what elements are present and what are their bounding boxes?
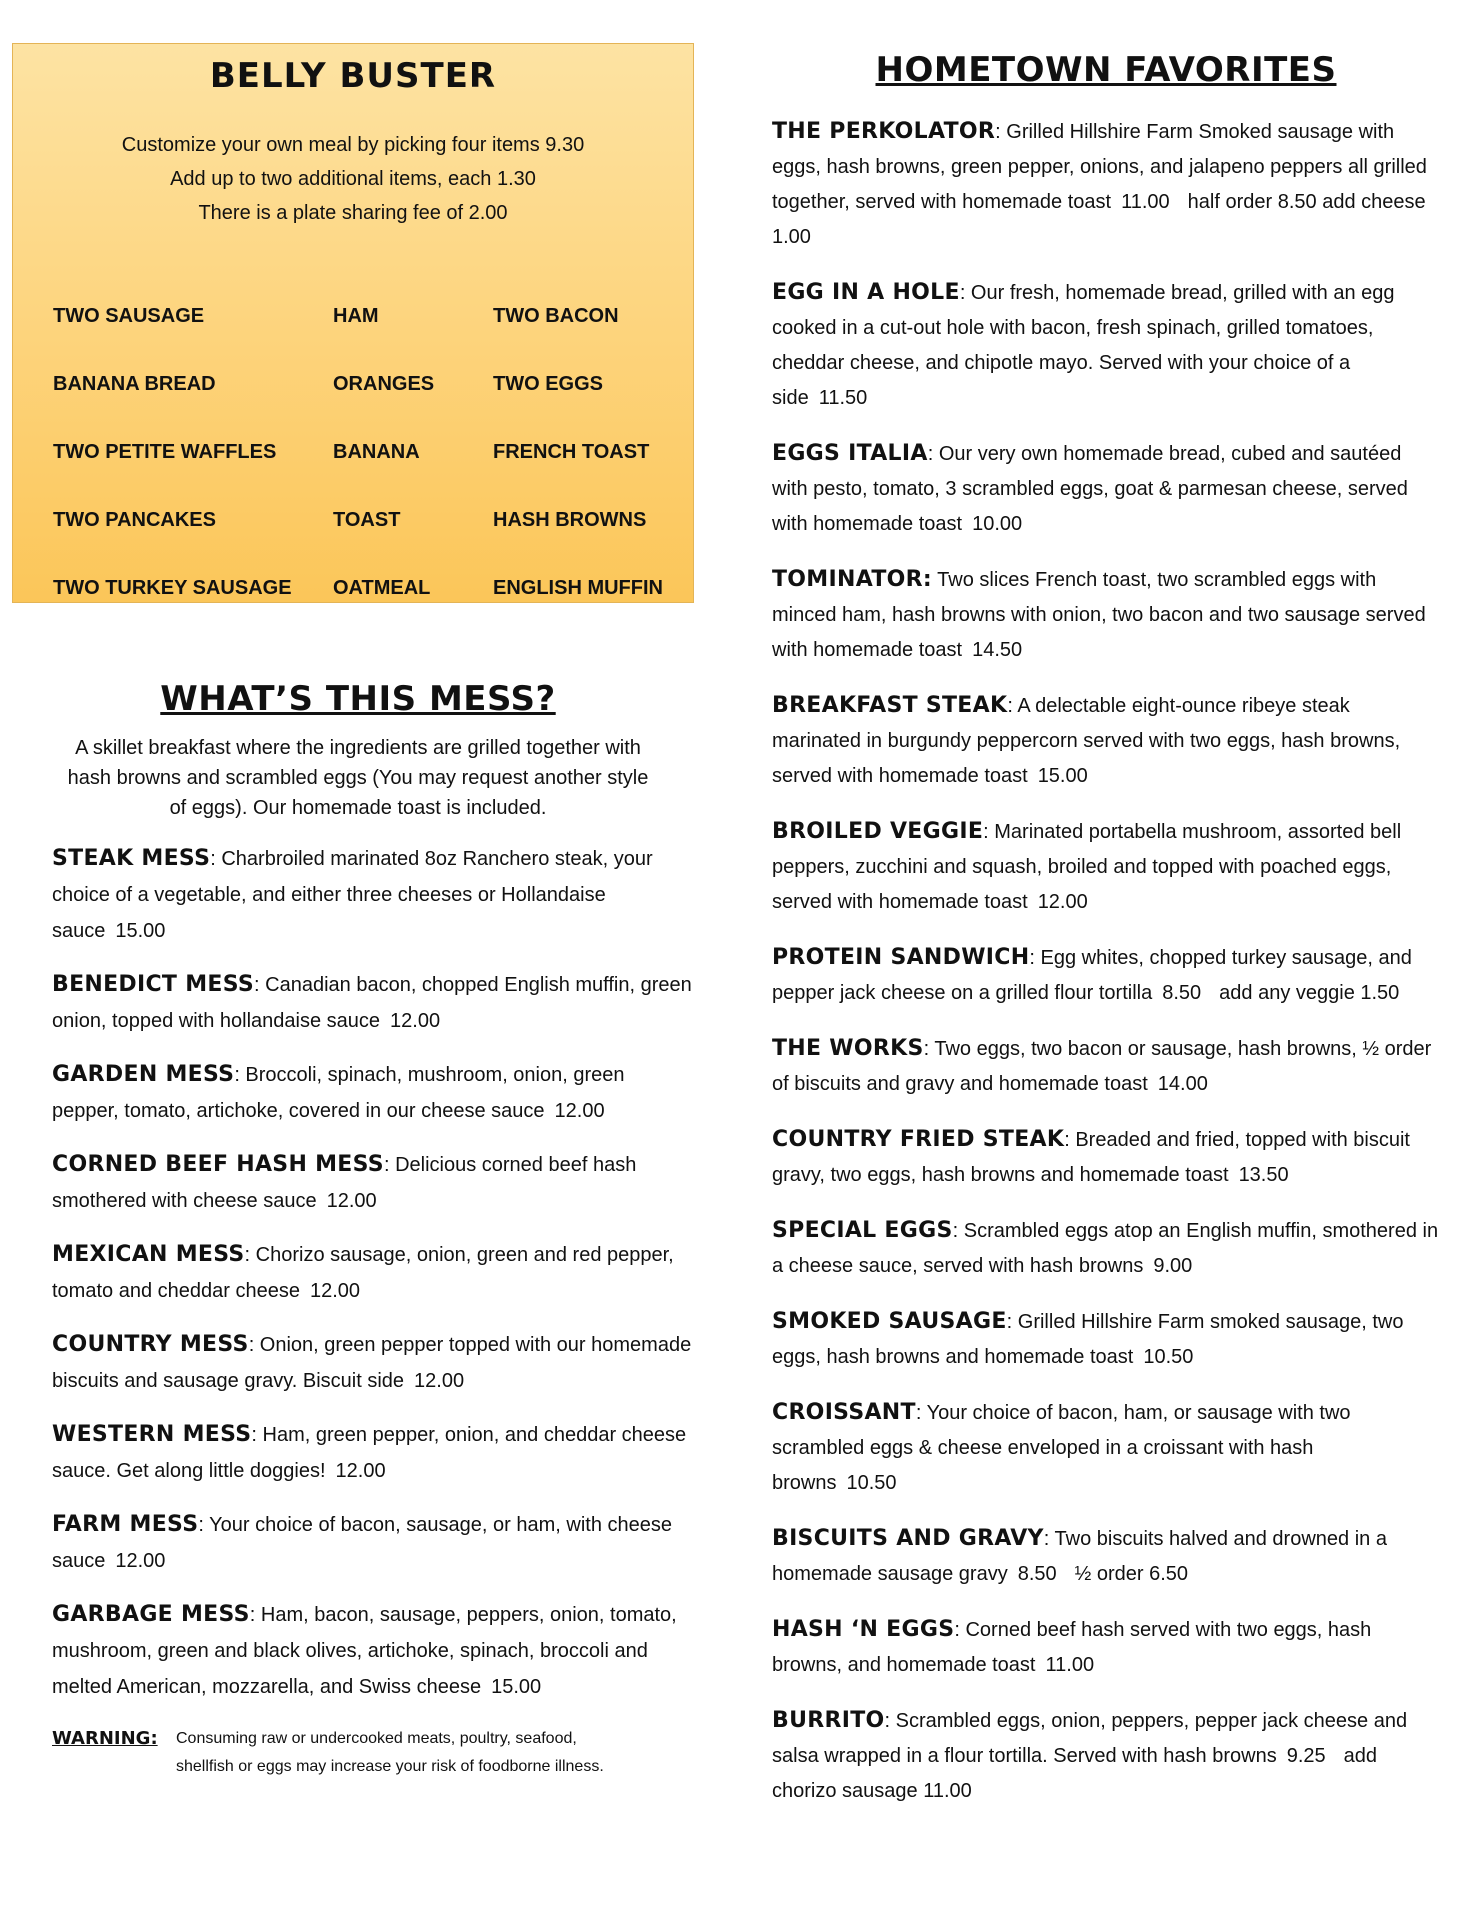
belly-item: FRENCH TOAST [493, 441, 650, 463]
menu-item [52, 841, 694, 949]
item-price: 12.00 [554, 1100, 605, 1122]
belly-item: BANANA BREAD [53, 373, 216, 395]
belly-intro-line: There is a plate sharing fee of 2.00 [198, 202, 508, 224]
mess-list [12, 841, 704, 1705]
item-name: STEAK MESS [52, 846, 211, 871]
item-name: GARDEN MESS [52, 1062, 235, 1087]
item-description: : Grilled Hillshire Farm Smoked sausage with eggs, hash browns, green pepper, onions, and jalapeno peppers all grilled together, served with homemade toast [772, 121, 1427, 213]
menu-item [772, 940, 1440, 1011]
menu-item [772, 275, 1440, 416]
item-name: BENEDICT MESS [52, 972, 255, 997]
belly-intro-line: Customize your own meal by picking four items 9.30 [121, 134, 585, 156]
item-description: : Our fresh, homemade bread, grilled with an egg cooked in a cut-out hole with bacon, fresh spinach, grilled tomatoes, cheddar cheese, and chipotle mayo. Served with your choice of a side [772, 282, 1395, 409]
item-description: : Scrambled eggs, onion, peppers, pepper jack cheese and salsa wrapped in a flour tortilla. Served with hash browns [772, 1710, 1408, 1767]
item-price: 12.00 [115, 1550, 166, 1572]
item-price: 10.50 [1143, 1346, 1194, 1368]
item-description: : Ham, green pepper, onion, and cheddar cheese sauce. Get along little doggies! [52, 1424, 687, 1482]
item-description: : Egg whites, chopped turkey sausage, and pepper jack cheese on a grilled flour tortilla [772, 947, 1412, 1004]
mess-intro [12, 733, 704, 823]
item-description: : Our very own homemade bread, cubed and sautéed with pesto, tomato, 3 scrambled eggs, goat & parmesan cheese, served with homemade toast [772, 443, 1408, 535]
item-description: : Ham, bacon, sausage, peppers, onion, tomato, mushroom, green and black olives, artichoke, spinach, broccoli and melted American, mozzarella, and Swiss cheese [52, 1604, 677, 1698]
belly-item: TWO BACON [493, 305, 619, 327]
item-description: : Your choice of bacon, sausage, or ham, with cheese sauce [52, 1514, 672, 1572]
warning-label: WARNING: [52, 1728, 158, 1749]
item-description: : Your choice of bacon, ham, or sausage with two scrambled eggs & cheese enveloped in a croissant with hash browns [772, 1402, 1351, 1494]
item-price: 8.50 [1017, 1563, 1057, 1585]
item-description: : Charbroiled marinated 8oz Ranchero steak, your choice of a vegetable, and either three cheeses or Hollandaise sauce [52, 848, 653, 942]
item-extra: add any veggie 1.50 [1219, 982, 1400, 1004]
belly-item: BANANA [333, 441, 420, 463]
belly-item: HASH BROWNS [493, 509, 647, 531]
item-description: : A delectable eight-ounce ribeye steak marinated in burgundy peppercorn served with two eggs, hash browns, served with homemade toast [772, 695, 1401, 787]
item-name: CORNED BEEF HASH MESS [52, 1152, 384, 1177]
item-name: MEXICAN MESS [52, 1242, 245, 1267]
item-name: THE WORKS [772, 1036, 924, 1061]
belly-item: TWO SAUSAGE [53, 305, 205, 327]
belly-buster-items [53, 302, 673, 602]
mess-section-title: WHAT’S THIS MESS? [160, 679, 556, 719]
item-name: GARBAGE MESS [52, 1602, 250, 1627]
food-safety-warning [12, 1725, 704, 1781]
menu-item [772, 1213, 1440, 1284]
belly-item: TWO TURKEY SAUSAGE [53, 577, 292, 599]
item-name: SMOKED SAUSAGE [772, 1309, 1007, 1334]
menu-item [772, 114, 1440, 255]
menu-item [52, 1597, 694, 1705]
item-price: 11.00 [1045, 1654, 1095, 1676]
menu-item [772, 1395, 1440, 1501]
item-price: 12.00 [414, 1370, 465, 1392]
item-description: : Broccoli, spinach, mushroom, onion, green pepper, tomato, artichoke, covered in our cheese sauce [52, 1064, 625, 1122]
item-price: 15.00 [491, 1676, 542, 1698]
item-price: 12.00 [335, 1460, 386, 1482]
item-name: EGG IN A HOLE [772, 280, 960, 305]
item-price: 13.50 [1238, 1164, 1289, 1186]
item-name: EGGS ITALIA [772, 441, 928, 466]
menu-item [772, 1031, 1440, 1102]
item-extra: ½ order 6.50 [1074, 1563, 1189, 1585]
item-description: : Corned beef hash served with two eggs, hash browns, and homemade toast [772, 1619, 1372, 1676]
menu-item [772, 688, 1440, 794]
item-name: BISCUITS AND GRAVY [772, 1526, 1044, 1551]
mess-intro-line: of eggs). Our homemade toast is included. [169, 797, 547, 819]
mess-intro-line: A skillet breakfast where the ingredients are grilled together with [75, 737, 641, 759]
belly-item: TWO EGGS [493, 373, 603, 395]
item-description: : Delicious corned beef hash smothered with cheese sauce [52, 1154, 637, 1212]
menu-item [772, 436, 1440, 542]
belly-item: TOAST [333, 509, 401, 531]
item-name: HASH ‘N EGGS [772, 1617, 955, 1642]
warning-line: Consuming raw or undercooked meats, poultry, seafood, [176, 1730, 577, 1747]
item-name: BURRITO [772, 1708, 885, 1733]
menu-item [772, 1122, 1440, 1193]
item-price: 12.00 [1037, 891, 1088, 913]
menu-item [52, 1507, 694, 1579]
belly-item: HAM [333, 305, 379, 327]
item-price: 11.50 [818, 387, 868, 409]
item-price: 10.00 [972, 513, 1023, 535]
item-extra: add chorizo sausage 11.00 [772, 1745, 1378, 1802]
item-price: 8.50 [1162, 982, 1202, 1004]
item-extra: half order 8.50 add cheese 1.00 [772, 191, 1426, 248]
item-name: FARM MESS [52, 1512, 199, 1537]
favorites-list [772, 114, 1440, 1809]
belly-intro-line: Add up to two additional items, each 1.30 [170, 168, 536, 190]
menu-item [52, 1057, 694, 1129]
warning-line: shellfish or eggs may increase your risk of foodborne illness. [176, 1758, 604, 1775]
item-name: SPECIAL EGGS [772, 1218, 953, 1243]
belly-item: ENGLISH MUFFIN [493, 577, 663, 599]
item-name: WESTERN MESS [52, 1422, 252, 1447]
belly-buster-intro [13, 128, 693, 230]
menu-item [772, 814, 1440, 920]
item-price: 9.25 [1286, 1745, 1326, 1767]
item-price: 12.00 [326, 1190, 377, 1212]
belly-buster-title: BELLY BUSTER [209, 56, 497, 96]
warning-text [176, 1725, 604, 1781]
item-description: : Canadian bacon, chopped English muffin, green onion, topped with hollandaise sauce [52, 974, 692, 1032]
menu-item [52, 1237, 694, 1309]
menu-item [52, 967, 694, 1039]
item-description: : Two biscuits halved and drowned in a homemade sausage gravy [772, 1528, 1387, 1585]
item-name: CROISSANT [772, 1400, 916, 1425]
belly-item: OATMEAL [333, 577, 431, 599]
item-name: THE PERKOLATOR [772, 119, 996, 144]
item-price: 10.50 [846, 1472, 897, 1494]
item-name: BREAKFAST STEAK [772, 693, 1008, 718]
mess-intro-line: hash browns and scrambled eggs (You may request another style [67, 767, 649, 789]
item-price: 9.00 [1153, 1255, 1193, 1277]
item-description: : Breaded and fried, topped with biscuit gravy, two eggs, hash browns and homemade toast [772, 1129, 1410, 1186]
item-name: COUNTRY FRIED STEAK [772, 1127, 1065, 1152]
menu-item [772, 1304, 1440, 1375]
item-price: 14.50 [972, 639, 1023, 661]
item-description: : Grilled Hillshire Farm smoked sausage, two eggs, hash browns and homemade toast [772, 1311, 1404, 1368]
item-description: : Two eggs, two bacon or sausage, hash browns, ½ order of biscuits and gravy and homemade toast [772, 1038, 1432, 1095]
favorites-title: HOMETOWN FAVORITES [875, 50, 1337, 90]
item-price: 11.00 [1121, 191, 1170, 213]
item-price: 12.00 [309, 1280, 361, 1302]
item-description: : Chorizo sausage, onion, green and red pepper, tomato and cheddar cheese [52, 1244, 674, 1302]
item-price: 15.00 [1037, 765, 1088, 787]
menu-item [52, 1417, 694, 1489]
item-price: 15.00 [115, 920, 166, 942]
menu-item [772, 1521, 1440, 1592]
menu-item [772, 1612, 1440, 1683]
belly-buster-box [12, 43, 694, 603]
belly-item: TWO PANCAKES [53, 509, 216, 531]
item-description: : Onion, green pepper topped with our homemade biscuits and sausage gravy. Biscuit side [52, 1334, 692, 1392]
item-description: Two slices French toast, two scrambled eggs with minced ham, hash browns with onion, two bacon and two sausage served with homemade toast [772, 569, 1426, 661]
item-price: 12.00 [390, 1010, 441, 1032]
menu-item [52, 1147, 694, 1219]
menu-item [772, 562, 1440, 668]
belly-item: ORANGES [333, 373, 435, 395]
left-column [12, 43, 704, 1781]
item-name: TOMINATOR: [772, 567, 932, 592]
item-description: : Marinated portabella mushroom, assorted bell peppers, zucchini and squash, broiled and topped with poached eggs, served with homemade toast [772, 821, 1402, 913]
item-price: 14.00 [1157, 1073, 1208, 1095]
right-column [772, 50, 1440, 1829]
item-name: BROILED VEGGIE [772, 819, 984, 844]
belly-item: TWO PETITE WAFFLES [53, 441, 277, 463]
item-name: COUNTRY MESS [52, 1332, 249, 1357]
menu-item [772, 1703, 1440, 1809]
item-name: PROTEIN SANDWICH [772, 945, 1030, 970]
item-description: : Scrambled eggs atop an English muffin, smothered in a cheese sauce, served with hash browns [772, 1220, 1439, 1277]
menu-item [52, 1327, 694, 1399]
